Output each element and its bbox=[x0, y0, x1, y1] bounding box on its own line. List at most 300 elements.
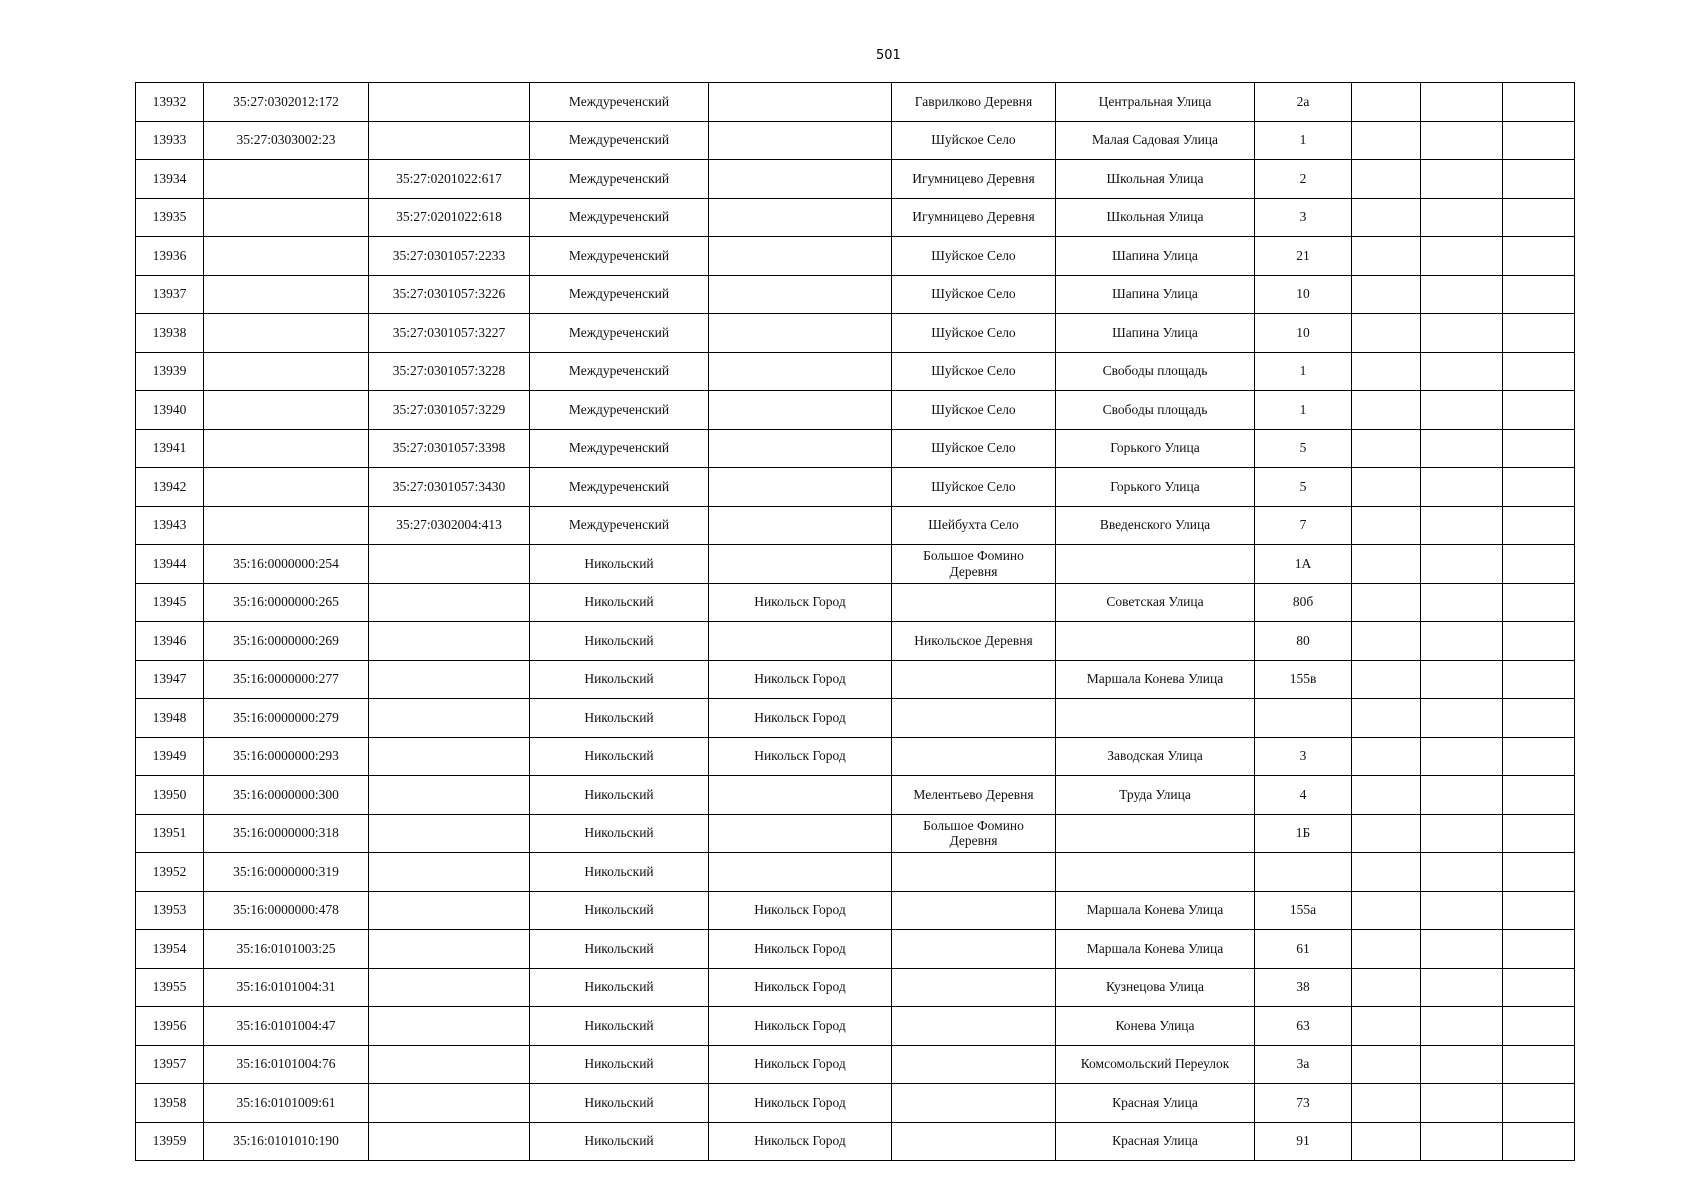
linked-cadastral-number-cell: 35:27:0301057:2233 bbox=[369, 237, 530, 276]
city-cell bbox=[709, 506, 892, 545]
district-cell: Междуреченский bbox=[530, 275, 709, 314]
linked-cadastral-number-cell bbox=[369, 699, 530, 738]
cadastral-number-cell bbox=[204, 275, 369, 314]
extra-cell bbox=[1421, 83, 1503, 122]
extra-cell bbox=[1421, 391, 1503, 430]
linked-cadastral-number-cell bbox=[369, 853, 530, 892]
extra-cell bbox=[1352, 814, 1421, 853]
record-number-cell: 13933 bbox=[136, 121, 204, 160]
linked-cadastral-number-cell: 35:27:0301057:3227 bbox=[369, 314, 530, 353]
extra-cell bbox=[1421, 776, 1503, 815]
cadastral-number-cell: 35:16:0101004:76 bbox=[204, 1045, 369, 1084]
city-cell: Никольск Город bbox=[709, 737, 892, 776]
extra-cell bbox=[1352, 1084, 1421, 1123]
record-number-cell: 13950 bbox=[136, 776, 204, 815]
district-cell: Междуреченский bbox=[530, 83, 709, 122]
extra-cell bbox=[1421, 660, 1503, 699]
linked-cadastral-number-cell bbox=[369, 814, 530, 853]
house-number-cell: 5 bbox=[1255, 429, 1352, 468]
house-number-cell: 155в bbox=[1255, 660, 1352, 699]
extra-cell bbox=[1503, 776, 1575, 815]
record-number-cell: 13938 bbox=[136, 314, 204, 353]
district-cell: Никольский bbox=[530, 930, 709, 969]
cadastral-number-cell: 35:16:0000000:319 bbox=[204, 853, 369, 892]
table-row bbox=[136, 275, 1575, 314]
house-number-cell: 1А bbox=[1255, 545, 1352, 584]
extra-cell bbox=[1352, 121, 1421, 160]
house-number-cell: 155а bbox=[1255, 891, 1352, 930]
table-row bbox=[136, 1084, 1575, 1123]
extra-cell bbox=[1352, 776, 1421, 815]
city-cell bbox=[709, 198, 892, 237]
street-cell: Горького Улица bbox=[1056, 429, 1255, 468]
district-cell: Никольский bbox=[530, 699, 709, 738]
cadastral-number-cell bbox=[204, 314, 369, 353]
settlement-cell: Шуйское Село bbox=[892, 275, 1056, 314]
cadastral-number-cell bbox=[204, 468, 369, 507]
record-number-cell: 13943 bbox=[136, 506, 204, 545]
extra-cell bbox=[1352, 737, 1421, 776]
street-cell: Конева Улица bbox=[1056, 1007, 1255, 1046]
record-number-cell: 13934 bbox=[136, 160, 204, 199]
cadastral-number-cell bbox=[204, 237, 369, 276]
city-cell bbox=[709, 545, 892, 584]
cadastral-number-cell: 35:16:0000000:300 bbox=[204, 776, 369, 815]
extra-cell bbox=[1503, 583, 1575, 622]
city-cell bbox=[709, 814, 892, 853]
table-row bbox=[136, 622, 1575, 661]
cadastral-number-cell: 35:16:0000000:318 bbox=[204, 814, 369, 853]
table-row bbox=[136, 853, 1575, 892]
extra-cell bbox=[1421, 198, 1503, 237]
street-cell: Заводская Улица bbox=[1056, 737, 1255, 776]
city-cell bbox=[709, 160, 892, 199]
table-row bbox=[136, 776, 1575, 815]
extra-cell bbox=[1352, 1007, 1421, 1046]
street-cell bbox=[1056, 622, 1255, 661]
extra-cell bbox=[1421, 275, 1503, 314]
district-cell: Междуреченский bbox=[530, 314, 709, 353]
table-row bbox=[136, 737, 1575, 776]
extra-cell bbox=[1421, 622, 1503, 661]
linked-cadastral-number-cell: 35:27:0301057:3398 bbox=[369, 429, 530, 468]
house-number-cell bbox=[1255, 699, 1352, 738]
extra-cell bbox=[1503, 468, 1575, 507]
district-cell: Междуреченский bbox=[530, 391, 709, 430]
settlement-cell bbox=[892, 930, 1056, 969]
cadastral-number-cell: 35:16:0101010:190 bbox=[204, 1122, 369, 1161]
house-number-cell: 2а bbox=[1255, 83, 1352, 122]
cadastral-number-cell bbox=[204, 352, 369, 391]
extra-cell bbox=[1503, 545, 1575, 584]
extra-cell bbox=[1352, 391, 1421, 430]
record-number-cell: 13946 bbox=[136, 622, 204, 661]
cadastral-number-cell: 35:27:0303002:23 bbox=[204, 121, 369, 160]
house-number-cell: 3а bbox=[1255, 1045, 1352, 1084]
extra-cell bbox=[1503, 275, 1575, 314]
table-row bbox=[136, 506, 1575, 545]
district-cell: Никольский bbox=[530, 1045, 709, 1084]
extra-cell bbox=[1421, 1045, 1503, 1084]
settlement-cell: Шуйское Село bbox=[892, 121, 1056, 160]
record-number-cell: 13932 bbox=[136, 83, 204, 122]
linked-cadastral-number-cell bbox=[369, 583, 530, 622]
linked-cadastral-number-cell: 35:27:0201022:618 bbox=[369, 198, 530, 237]
table-row bbox=[136, 468, 1575, 507]
extra-cell bbox=[1352, 853, 1421, 892]
house-number-cell bbox=[1255, 853, 1352, 892]
linked-cadastral-number-cell bbox=[369, 776, 530, 815]
street-cell: Красная Улица bbox=[1056, 1084, 1255, 1123]
extra-cell bbox=[1421, 429, 1503, 468]
linked-cadastral-number-cell: 35:27:0301057:3226 bbox=[369, 275, 530, 314]
linked-cadastral-number-cell: 35:27:0301057:3430 bbox=[369, 468, 530, 507]
cadastral-number-cell: 35:16:0000000:279 bbox=[204, 699, 369, 738]
table-row bbox=[136, 198, 1575, 237]
cadastral-number-cell: 35:16:0101009:61 bbox=[204, 1084, 369, 1123]
cadastral-number-cell: 35:16:0000000:254 bbox=[204, 545, 369, 584]
extra-cell bbox=[1503, 1084, 1575, 1123]
house-number-cell: 63 bbox=[1255, 1007, 1352, 1046]
table-row bbox=[136, 237, 1575, 276]
extra-cell bbox=[1421, 1084, 1503, 1123]
table-row bbox=[136, 891, 1575, 930]
street-cell: Горького Улица bbox=[1056, 468, 1255, 507]
record-number-cell: 13940 bbox=[136, 391, 204, 430]
cadastral-number-cell: 35:16:0101004:31 bbox=[204, 968, 369, 1007]
cadastral-number-cell bbox=[204, 160, 369, 199]
house-number-cell: 1 bbox=[1255, 391, 1352, 430]
record-number-cell: 13936 bbox=[136, 237, 204, 276]
house-number-cell: 1Б bbox=[1255, 814, 1352, 853]
district-cell: Никольский bbox=[530, 545, 709, 584]
house-number-cell: 1 bbox=[1255, 121, 1352, 160]
city-cell bbox=[709, 314, 892, 353]
city-cell: Никольск Город bbox=[709, 1084, 892, 1123]
record-number-cell: 13959 bbox=[136, 1122, 204, 1161]
table-row bbox=[136, 930, 1575, 969]
district-cell: Междуреченский bbox=[530, 198, 709, 237]
settlement-cell: Шуйское Село bbox=[892, 314, 1056, 353]
district-cell: Междуреченский bbox=[530, 121, 709, 160]
table-row bbox=[136, 391, 1575, 430]
extra-cell bbox=[1421, 814, 1503, 853]
street-cell: Маршала Конева Улица bbox=[1056, 930, 1255, 969]
linked-cadastral-number-cell bbox=[369, 1045, 530, 1084]
extra-cell bbox=[1503, 660, 1575, 699]
settlement-cell bbox=[892, 699, 1056, 738]
district-cell: Междуреченский bbox=[530, 160, 709, 199]
linked-cadastral-number-cell bbox=[369, 622, 530, 661]
city-cell: Никольск Город bbox=[709, 968, 892, 1007]
settlement-cell: Шуйское Село bbox=[892, 391, 1056, 430]
street-cell: Труда Улица bbox=[1056, 776, 1255, 815]
record-number-cell: 13941 bbox=[136, 429, 204, 468]
city-cell: Никольск Город bbox=[709, 1045, 892, 1084]
table-row bbox=[136, 968, 1575, 1007]
city-cell bbox=[709, 622, 892, 661]
settlement-cell: Шуйское Село bbox=[892, 429, 1056, 468]
cadastral-number-cell bbox=[204, 429, 369, 468]
cadastral-number-cell: 35:16:0000000:277 bbox=[204, 660, 369, 699]
street-cell bbox=[1056, 699, 1255, 738]
district-cell: Междуреченский bbox=[530, 468, 709, 507]
extra-cell bbox=[1421, 891, 1503, 930]
district-cell: Никольский bbox=[530, 1122, 709, 1161]
settlement-cell bbox=[892, 968, 1056, 1007]
district-cell: Междуреченский bbox=[530, 237, 709, 276]
house-number-cell: 80 bbox=[1255, 622, 1352, 661]
district-cell: Никольский bbox=[530, 622, 709, 661]
house-number-cell: 21 bbox=[1255, 237, 1352, 276]
cadastral-number-cell bbox=[204, 391, 369, 430]
street-cell: Школьная Улица bbox=[1056, 160, 1255, 199]
extra-cell bbox=[1352, 83, 1421, 122]
page-number: 501 bbox=[876, 48, 901, 63]
street-cell: Введенского Улица bbox=[1056, 506, 1255, 545]
cadastral-number-cell bbox=[204, 198, 369, 237]
extra-cell bbox=[1352, 545, 1421, 584]
table-row bbox=[136, 352, 1575, 391]
cadastral-number-cell: 35:16:0000000:269 bbox=[204, 622, 369, 661]
table-row bbox=[136, 1122, 1575, 1161]
linked-cadastral-number-cell: 35:27:0201022:617 bbox=[369, 160, 530, 199]
settlement-cell: Мелентьево Деревня bbox=[892, 776, 1056, 815]
extra-cell bbox=[1421, 930, 1503, 969]
extra-cell bbox=[1503, 83, 1575, 122]
extra-cell bbox=[1352, 660, 1421, 699]
linked-cadastral-number-cell: 35:27:0302004:413 bbox=[369, 506, 530, 545]
table-row bbox=[136, 814, 1575, 853]
record-number-cell: 13947 bbox=[136, 660, 204, 699]
city-cell: Никольск Город bbox=[709, 1122, 892, 1161]
city-cell: Никольск Город bbox=[709, 660, 892, 699]
linked-cadastral-number-cell bbox=[369, 968, 530, 1007]
street-cell: Свободы площадь bbox=[1056, 391, 1255, 430]
district-cell: Никольский bbox=[530, 891, 709, 930]
extra-cell bbox=[1421, 853, 1503, 892]
house-number-cell: 10 bbox=[1255, 314, 1352, 353]
city-cell bbox=[709, 237, 892, 276]
settlement-cell: Большое Фомино Деревня bbox=[892, 545, 1056, 584]
extra-cell bbox=[1352, 198, 1421, 237]
district-cell: Никольский bbox=[530, 583, 709, 622]
house-number-cell: 5 bbox=[1255, 468, 1352, 507]
extra-cell bbox=[1352, 968, 1421, 1007]
extra-cell bbox=[1352, 1045, 1421, 1084]
extra-cell bbox=[1503, 968, 1575, 1007]
record-number-cell: 13935 bbox=[136, 198, 204, 237]
table-row bbox=[136, 1045, 1575, 1084]
table-row bbox=[136, 429, 1575, 468]
district-cell: Междуреченский bbox=[530, 506, 709, 545]
extra-cell bbox=[1421, 583, 1503, 622]
record-number-cell: 13955 bbox=[136, 968, 204, 1007]
settlement-cell: Большое Фомино Деревня bbox=[892, 814, 1056, 853]
settlement-cell: Никольское Деревня bbox=[892, 622, 1056, 661]
extra-cell bbox=[1503, 198, 1575, 237]
settlement-cell bbox=[892, 737, 1056, 776]
extra-cell bbox=[1421, 352, 1503, 391]
house-number-cell: 10 bbox=[1255, 275, 1352, 314]
city-cell bbox=[709, 121, 892, 160]
record-number-cell: 13948 bbox=[136, 699, 204, 738]
house-number-cell: 3 bbox=[1255, 198, 1352, 237]
table-row bbox=[136, 314, 1575, 353]
street-cell: Шапина Улица bbox=[1056, 314, 1255, 353]
city-cell: Никольск Город bbox=[709, 583, 892, 622]
city-cell bbox=[709, 853, 892, 892]
street-cell bbox=[1056, 814, 1255, 853]
records-table bbox=[135, 82, 1575, 1161]
extra-cell bbox=[1421, 1007, 1503, 1046]
city-cell: Никольск Город bbox=[709, 891, 892, 930]
cadastral-number-cell: 35:27:0302012:172 bbox=[204, 83, 369, 122]
extra-cell bbox=[1503, 314, 1575, 353]
settlement-cell: Шуйское Село bbox=[892, 468, 1056, 507]
city-cell bbox=[709, 83, 892, 122]
house-number-cell: 38 bbox=[1255, 968, 1352, 1007]
street-cell bbox=[1056, 545, 1255, 584]
district-cell: Никольский bbox=[530, 853, 709, 892]
linked-cadastral-number-cell bbox=[369, 660, 530, 699]
extra-cell bbox=[1503, 1122, 1575, 1161]
street-cell: Красная Улица bbox=[1056, 1122, 1255, 1161]
extra-cell bbox=[1503, 814, 1575, 853]
extra-cell bbox=[1352, 506, 1421, 545]
linked-cadastral-number-cell bbox=[369, 1007, 530, 1046]
extra-cell bbox=[1421, 468, 1503, 507]
street-cell: Маршала Конева Улица bbox=[1056, 660, 1255, 699]
extra-cell bbox=[1352, 930, 1421, 969]
linked-cadastral-number-cell bbox=[369, 121, 530, 160]
settlement-cell bbox=[892, 1084, 1056, 1123]
street-cell: Шапина Улица bbox=[1056, 275, 1255, 314]
extra-cell bbox=[1421, 314, 1503, 353]
street-cell: Маршала Конева Улица bbox=[1056, 891, 1255, 930]
extra-cell bbox=[1352, 352, 1421, 391]
street-cell bbox=[1056, 853, 1255, 892]
linked-cadastral-number-cell bbox=[369, 83, 530, 122]
table-row bbox=[136, 660, 1575, 699]
settlement-cell bbox=[892, 660, 1056, 699]
cadastral-number-cell bbox=[204, 506, 369, 545]
linked-cadastral-number-cell bbox=[369, 930, 530, 969]
house-number-cell: 3 bbox=[1255, 737, 1352, 776]
street-cell: Комсомольский Переулок bbox=[1056, 1045, 1255, 1084]
records-table-body bbox=[136, 83, 1575, 1161]
extra-cell bbox=[1503, 891, 1575, 930]
extra-cell bbox=[1352, 583, 1421, 622]
extra-cell bbox=[1503, 930, 1575, 969]
table-row bbox=[136, 160, 1575, 199]
record-number-cell: 13937 bbox=[136, 275, 204, 314]
extra-cell bbox=[1352, 699, 1421, 738]
settlement-cell bbox=[892, 583, 1056, 622]
extra-cell bbox=[1503, 737, 1575, 776]
extra-cell bbox=[1503, 1007, 1575, 1046]
record-number-cell: 13953 bbox=[136, 891, 204, 930]
extra-cell bbox=[1503, 160, 1575, 199]
table-row bbox=[136, 699, 1575, 738]
extra-cell bbox=[1352, 314, 1421, 353]
record-number-cell: 13956 bbox=[136, 1007, 204, 1046]
cadastral-number-cell: 35:16:0101003:25 bbox=[204, 930, 369, 969]
extra-cell bbox=[1352, 468, 1421, 507]
extra-cell bbox=[1503, 853, 1575, 892]
house-number-cell: 91 bbox=[1255, 1122, 1352, 1161]
city-cell bbox=[709, 275, 892, 314]
street-cell: Советская Улица bbox=[1056, 583, 1255, 622]
extra-cell bbox=[1503, 429, 1575, 468]
extra-cell bbox=[1421, 506, 1503, 545]
street-cell: Школьная Улица bbox=[1056, 198, 1255, 237]
table-row bbox=[136, 583, 1575, 622]
extra-cell bbox=[1503, 1045, 1575, 1084]
extra-cell bbox=[1352, 891, 1421, 930]
table-row bbox=[136, 545, 1575, 584]
record-number-cell: 13951 bbox=[136, 814, 204, 853]
table-row bbox=[136, 121, 1575, 160]
city-cell: Никольск Город bbox=[709, 1007, 892, 1046]
record-number-cell: 13944 bbox=[136, 545, 204, 584]
extra-cell bbox=[1503, 237, 1575, 276]
table-row bbox=[136, 1007, 1575, 1046]
linked-cadastral-number-cell bbox=[369, 545, 530, 584]
settlement-cell: Гаврилково Деревня bbox=[892, 83, 1056, 122]
linked-cadastral-number-cell bbox=[369, 1122, 530, 1161]
extra-cell bbox=[1352, 275, 1421, 314]
table-row bbox=[136, 83, 1575, 122]
settlement-cell bbox=[892, 1122, 1056, 1161]
linked-cadastral-number-cell: 35:27:0301057:3229 bbox=[369, 391, 530, 430]
district-cell: Никольский bbox=[530, 776, 709, 815]
extra-cell bbox=[1352, 622, 1421, 661]
record-number-cell: 13957 bbox=[136, 1045, 204, 1084]
district-cell: Никольский bbox=[530, 1007, 709, 1046]
extra-cell bbox=[1503, 121, 1575, 160]
extra-cell bbox=[1421, 699, 1503, 738]
house-number-cell: 61 bbox=[1255, 930, 1352, 969]
city-cell: Никольск Город bbox=[709, 930, 892, 969]
extra-cell bbox=[1352, 160, 1421, 199]
linked-cadastral-number-cell bbox=[369, 737, 530, 776]
extra-cell bbox=[1352, 429, 1421, 468]
settlement-cell bbox=[892, 1045, 1056, 1084]
district-cell: Никольский bbox=[530, 968, 709, 1007]
settlement-cell bbox=[892, 891, 1056, 930]
record-number-cell: 13945 bbox=[136, 583, 204, 622]
street-cell: Шапина Улица bbox=[1056, 237, 1255, 276]
extra-cell bbox=[1421, 121, 1503, 160]
record-number-cell: 13949 bbox=[136, 737, 204, 776]
settlement-cell: Шуйское Село bbox=[892, 237, 1056, 276]
settlement-cell bbox=[892, 1007, 1056, 1046]
district-cell: Никольский bbox=[530, 660, 709, 699]
linked-cadastral-number-cell: 35:27:0301057:3228 bbox=[369, 352, 530, 391]
linked-cadastral-number-cell bbox=[369, 1084, 530, 1123]
cadastral-number-cell: 35:16:0000000:265 bbox=[204, 583, 369, 622]
district-cell: Никольский bbox=[530, 737, 709, 776]
record-number-cell: 13942 bbox=[136, 468, 204, 507]
extra-cell bbox=[1503, 622, 1575, 661]
extra-cell bbox=[1503, 391, 1575, 430]
extra-cell bbox=[1503, 352, 1575, 391]
extra-cell bbox=[1421, 545, 1503, 584]
city-cell bbox=[709, 468, 892, 507]
house-number-cell: 73 bbox=[1255, 1084, 1352, 1123]
street-cell: Центральная Улица bbox=[1056, 83, 1255, 122]
